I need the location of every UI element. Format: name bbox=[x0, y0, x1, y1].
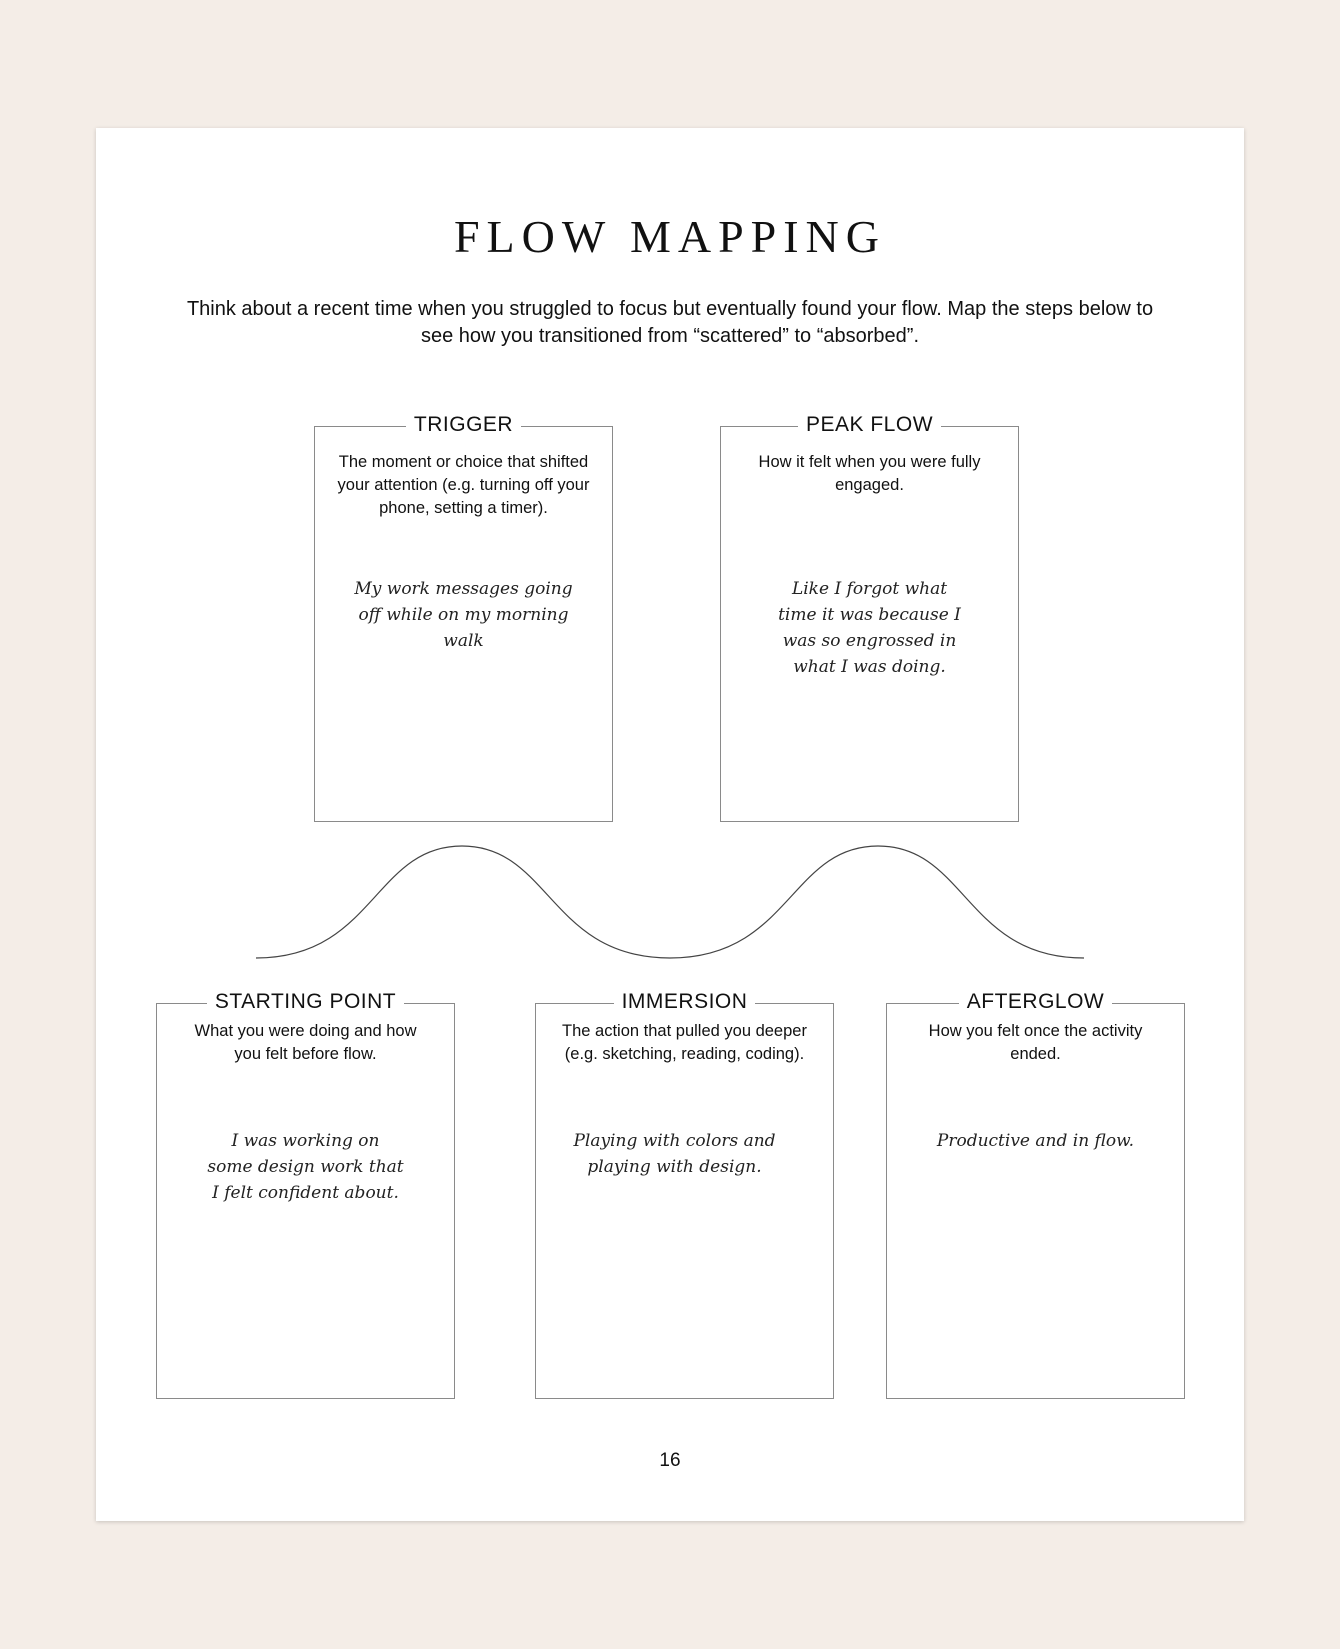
immersion-box bbox=[535, 990, 834, 1399]
peak-flow-description: How it felt when you were fully engaged. bbox=[758, 453, 981, 494]
immersion-answer[interactable]: Playing with colors and playing with design. bbox=[573, 1131, 776, 1177]
intro-text: Think about a recent time when you struggled to focus but eventually found your flow. Map the steps below to see how you transitioned from “scattered” to “absorbed”. bbox=[186, 298, 1154, 347]
peak-flow-answer[interactable]: Like I forgot what time it was because I was so engrossed in what I was doing. bbox=[778, 579, 961, 677]
page-title: FLOW MAPPING bbox=[453, 211, 887, 262]
afterglow-box bbox=[886, 990, 1185, 1399]
starting-point-description: What you were doing and how you felt before flow. bbox=[194, 1022, 417, 1063]
starting-point-box bbox=[156, 990, 455, 1399]
starting-point-answer[interactable]: I was working on some design work that I felt confident about. bbox=[207, 1131, 404, 1203]
peak-flow-title: PEAK FLOW bbox=[721, 411, 1018, 441]
afterglow-description: How you felt once the activity ended. bbox=[928, 1022, 1143, 1063]
trigger-title: TRIGGER bbox=[315, 411, 612, 441]
immersion-description: The action that pulled you deeper (e.g. sketching, reading, coding). bbox=[562, 1022, 807, 1063]
trigger-description: The moment or choice that shifted your attention (e.g. turning off your phone, setting a timer). bbox=[337, 453, 590, 517]
starting-point-title: STARTING POINT bbox=[157, 988, 454, 1018]
afterglow-title: AFTERGLOW bbox=[887, 988, 1184, 1018]
trigger-answer[interactable]: My work messages going off while on my morning walk bbox=[354, 579, 573, 651]
immersion-title: IMMERSION bbox=[536, 988, 833, 1018]
afterglow-answer[interactable]: Productive and in flow. bbox=[936, 1131, 1135, 1151]
page-number: 16 bbox=[659, 1450, 681, 1471]
workbook-page bbox=[96, 128, 1244, 1521]
